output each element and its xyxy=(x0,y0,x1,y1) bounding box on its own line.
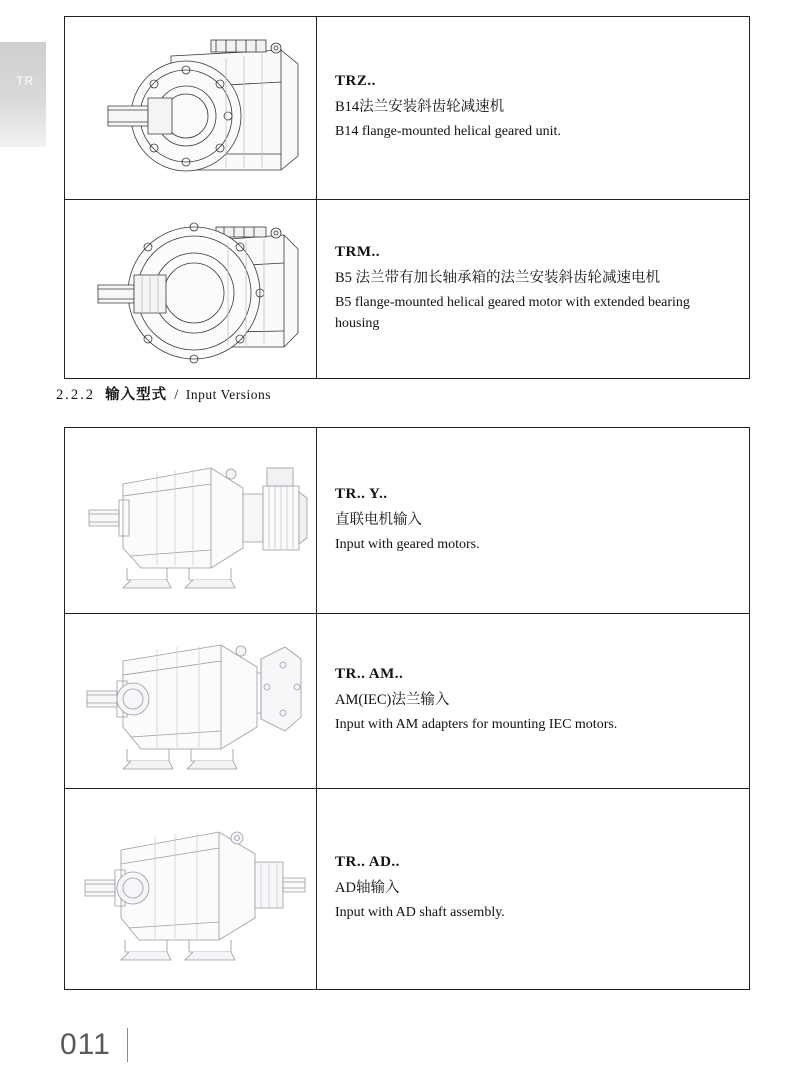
section-title-en: Input Versions xyxy=(185,387,272,402)
product-desc-en: Input with AD shaft assembly. xyxy=(335,905,505,921)
product-code: TRM.. xyxy=(335,244,380,261)
output-versions-table xyxy=(64,16,750,379)
section-number: 2.2.2 xyxy=(56,387,95,403)
product-code: TR.. Y.. xyxy=(335,485,388,502)
product-desc-en: Input with geared motors. xyxy=(335,536,480,552)
tr-am-input-with-am-adapters-drawing xyxy=(71,621,311,781)
input-versions-table xyxy=(64,427,750,990)
table-row xyxy=(65,200,749,378)
trz-b14-flange-mounted-helical-geared-unit-drawing xyxy=(76,28,306,188)
product-text-cell xyxy=(317,200,749,378)
product-desc-en: Input with AM adapters for mounting IEC motors. xyxy=(335,717,618,733)
section-heading xyxy=(56,383,271,404)
footer xyxy=(60,1028,128,1062)
product-desc-zh: AD轴输入 xyxy=(335,880,400,897)
product-desc-zh: B5 法兰带有加长轴承箱的法兰安装斜齿轮减速电机 xyxy=(335,270,661,287)
product-image-cell xyxy=(65,789,317,989)
product-code: TRZ.. xyxy=(335,73,376,90)
product-code: TR.. AM.. xyxy=(335,666,404,683)
product-code: TR.. AD.. xyxy=(335,854,400,871)
section-separator: / xyxy=(174,387,179,403)
side-tab xyxy=(0,42,46,147)
tr-y-input-with-geared-motors-drawing xyxy=(71,438,311,604)
product-desc-zh: B14法兰安装斜齿轮减速机 xyxy=(335,99,505,116)
product-text-cell xyxy=(317,614,749,788)
product-image-cell xyxy=(65,614,317,788)
product-desc-en: B5 flange-mounted helical geared motor with extended bearing housing xyxy=(335,295,690,331)
product-image-cell xyxy=(65,17,317,199)
product-desc-en: B14 flange-mounted helical geared unit. xyxy=(335,124,561,140)
product-text-cell xyxy=(317,17,749,199)
product-image-cell xyxy=(65,428,317,613)
table-row xyxy=(65,789,749,989)
table-row xyxy=(65,428,749,614)
table-row xyxy=(65,17,749,200)
side-tab-label: TR xyxy=(16,74,34,88)
product-text-cell xyxy=(317,428,749,613)
tr-ad-input-with-ad-shaft-assembly-drawing xyxy=(71,804,311,974)
trm-b5-flange-mounted-helical-geared-motor-drawing xyxy=(76,209,306,369)
footer-divider xyxy=(127,1028,128,1062)
product-text-cell xyxy=(317,789,749,989)
section-title-zh: 输入型式 xyxy=(105,387,168,403)
page-number: 011 xyxy=(60,1028,111,1061)
product-image-cell xyxy=(65,200,317,378)
product-desc-zh: AM(IEC)法兰输入 xyxy=(335,692,450,709)
product-desc-zh: 直联电机输入 xyxy=(335,511,422,528)
table-row xyxy=(65,614,749,789)
